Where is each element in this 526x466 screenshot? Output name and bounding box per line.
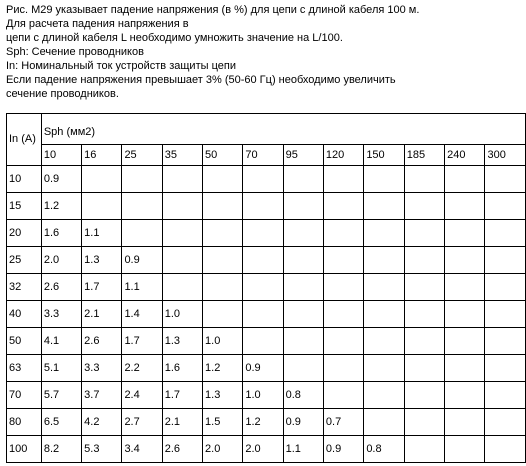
section-header-cell: 185 [404,145,444,166]
value-cell [283,220,323,247]
value-cell: 2.7 [122,409,162,436]
in-cell: 25 [7,247,42,274]
value-cell: 1.2 [203,355,243,382]
value-cell: 2.4 [122,382,162,409]
value-cell [283,301,323,328]
value-cell: 5.3 [82,436,122,463]
section-header-cell: 300 [485,145,526,166]
value-cell [243,193,283,220]
intro-line: Для расчета падения напряжения в [6,18,189,30]
value-cell [283,193,323,220]
value-cell [203,274,243,301]
in-cell: 70 [7,382,42,409]
intro-line: In: Номинальный ток устройств защиты цепи [6,60,236,72]
in-cell: 80 [7,409,42,436]
value-cell: 2.2 [122,355,162,382]
in-cell: 50 [7,328,42,355]
value-cell [404,382,444,409]
value-cell [445,409,485,436]
section-header-cell: 50 [203,145,243,166]
intro-text [6,3,524,101]
in-column-header: In (A) [7,114,42,166]
value-cell: 1.0 [203,328,243,355]
value-cell [445,301,485,328]
value-cell: 1.7 [122,328,162,355]
value-cell: 0.8 [364,436,404,463]
value-cell: 5.1 [41,355,81,382]
value-cell: 2.0 [203,436,243,463]
value-cell: 0.7 [323,409,363,436]
value-cell: 3.7 [82,382,122,409]
intro-line: Sph: Сечение проводников [6,46,144,58]
value-cell: 1.1 [122,274,162,301]
section-header-cell: 150 [364,145,404,166]
in-cell: 63 [7,355,42,382]
value-cell [323,166,363,193]
value-cell [404,409,444,436]
value-cell: 8.2 [41,436,81,463]
value-cell [404,193,444,220]
value-cell [485,301,526,328]
value-cell [364,193,404,220]
value-cell [445,436,485,463]
table-row [7,382,526,409]
value-cell: 0.9 [243,355,283,382]
header-row [7,114,526,145]
intro-line: сечение проводников. [6,88,119,100]
table-row [7,166,526,193]
value-cell [485,382,526,409]
value-cell [404,247,444,274]
section-header-cell: 35 [162,145,202,166]
value-cell: 2.1 [162,409,202,436]
value-cell [323,382,363,409]
value-cell [323,301,363,328]
value-cell: 4.2 [82,409,122,436]
in-cell: 20 [7,220,42,247]
value-cell [243,301,283,328]
value-cell [404,328,444,355]
value-cell [203,220,243,247]
value-cell [203,247,243,274]
value-cell [445,166,485,193]
value-cell [162,220,202,247]
value-cell: 2.6 [162,436,202,463]
value-cell [323,274,363,301]
table-row [7,436,526,463]
value-cell [243,328,283,355]
value-cell [485,274,526,301]
value-cell: 1.1 [283,436,323,463]
value-cell [404,301,444,328]
value-cell: 1.7 [162,382,202,409]
table-row [7,301,526,328]
section-header-cell: 70 [243,145,283,166]
sph-header: Sph (мм2) [41,114,525,145]
value-cell [364,409,404,436]
in-cell: 10 [7,166,42,193]
value-cell [323,220,363,247]
value-cell: 1.2 [41,193,81,220]
table-row [7,193,526,220]
value-cell: 3.4 [122,436,162,463]
value-cell [283,355,323,382]
value-cell [162,274,202,301]
value-cell [243,274,283,301]
value-cell [122,166,162,193]
section-header-cell: 120 [323,145,363,166]
table-row [7,247,526,274]
value-cell [283,166,323,193]
value-cell: 1.0 [243,382,283,409]
value-cell [485,247,526,274]
value-cell: 1.1 [82,220,122,247]
value-cell: 1.6 [162,355,202,382]
value-cell [283,328,323,355]
value-cell [364,382,404,409]
value-cell [82,193,122,220]
intro-line: цепи с длиной кабеля L необходимо умножить значение на L/100. [6,32,343,44]
value-cell [122,220,162,247]
value-cell: 3.3 [41,301,81,328]
value-cell [485,355,526,382]
in-cell: 15 [7,193,42,220]
value-cell [283,247,323,274]
value-cell: 1.2 [243,409,283,436]
value-cell [404,274,444,301]
value-cell: 0.9 [122,247,162,274]
value-cell [323,247,363,274]
value-cell: 6.5 [41,409,81,436]
section-header-cell: 10 [41,145,81,166]
value-cell [485,220,526,247]
in-cell: 32 [7,274,42,301]
value-cell [203,193,243,220]
value-cell: 1.0 [162,301,202,328]
value-cell [283,274,323,301]
value-cell [485,166,526,193]
value-cell [82,166,122,193]
value-cell [445,193,485,220]
value-cell [364,247,404,274]
value-cell [364,328,404,355]
value-cell [445,382,485,409]
section-header-cell: 240 [445,145,485,166]
value-cell: 2.6 [41,274,81,301]
value-cell [364,355,404,382]
value-cell [162,247,202,274]
value-cell: 2.6 [82,328,122,355]
value-cell: 4.1 [41,328,81,355]
table-row [7,328,526,355]
value-cell [445,355,485,382]
intro-line: Если падение напряжения превышает 3% (50-60 Гц) необходимо увеличить [6,74,396,86]
value-cell: 0.9 [41,166,81,193]
section-header-cell: 95 [283,145,323,166]
voltage-drop-table [6,113,526,463]
value-cell: 1.7 [82,274,122,301]
value-cell: 1.3 [82,247,122,274]
value-cell [445,220,485,247]
value-cell [364,220,404,247]
value-cell [162,193,202,220]
value-cell: 2.0 [243,436,283,463]
in-cell: 40 [7,301,42,328]
value-cell [404,355,444,382]
value-cell: 1.4 [122,301,162,328]
value-cell [162,166,202,193]
value-cell [445,328,485,355]
value-cell: 1.6 [41,220,81,247]
value-cell: 0.8 [283,382,323,409]
value-cell [323,193,363,220]
value-cell [203,166,243,193]
table-row [7,220,526,247]
value-cell [404,436,444,463]
intro-line: Рис. M29 указывает падение напряжения (в %) для цепи с длиной кабеля 100 м. [6,4,420,16]
table-row [7,274,526,301]
value-cell [445,247,485,274]
value-cell [122,193,162,220]
value-cell [485,436,526,463]
value-cell [485,409,526,436]
in-cell: 100 [7,436,42,463]
value-cell [243,166,283,193]
value-cell [203,301,243,328]
value-cell [485,328,526,355]
table-row [7,409,526,436]
value-cell [404,220,444,247]
value-cell [445,274,485,301]
value-cell [364,301,404,328]
value-cell [485,193,526,220]
table-row [7,355,526,382]
value-cell: 0.9 [283,409,323,436]
value-cell [364,274,404,301]
value-cell [323,355,363,382]
value-cell [243,247,283,274]
value-cell [364,166,404,193]
value-cell [243,220,283,247]
value-cell [323,328,363,355]
value-cell [404,166,444,193]
section-header-cell: 25 [122,145,162,166]
value-cell: 2.0 [41,247,81,274]
value-cell: 1.5 [203,409,243,436]
value-cell: 3.3 [82,355,122,382]
value-cell: 1.3 [203,382,243,409]
section-header-cell: 16 [82,145,122,166]
value-cell: 5.7 [41,382,81,409]
value-cell: 2.1 [82,301,122,328]
sections-row [7,145,526,166]
value-cell: 1.3 [162,328,202,355]
value-cell: 0.9 [323,436,363,463]
